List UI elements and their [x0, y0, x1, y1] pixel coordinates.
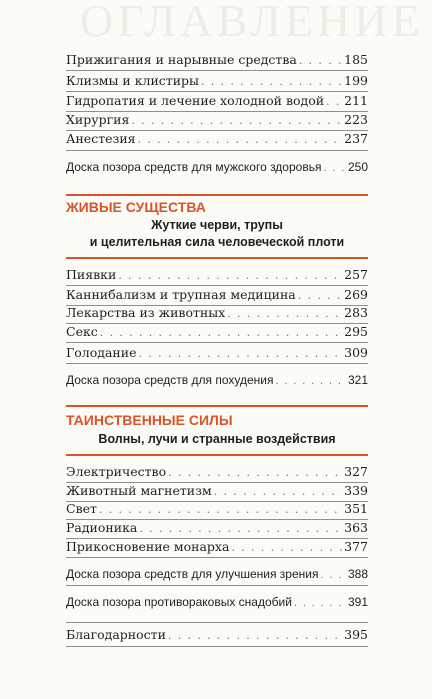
toc-entry[interactable]	[66, 130, 368, 148]
row-separator	[66, 585, 368, 586]
leader-dots	[100, 324, 342, 342]
toc-entry[interactable]	[66, 92, 368, 110]
leader-dots	[323, 159, 346, 177]
entry-title: Доска позора средств для похудения	[66, 373, 274, 387]
leader-dots	[118, 267, 342, 285]
toc-entry[interactable]	[66, 323, 368, 341]
section-title: ЖИВЫЕ СУЩЕСТВА	[66, 199, 206, 215]
entry-title: Доска позора противораковых снадобий	[66, 595, 292, 609]
leader-dots	[168, 627, 342, 645]
leader-dots	[214, 483, 342, 501]
toc-entry-shame[interactable]	[66, 158, 368, 176]
section-subtitle: Жуткие черви, трупы	[151, 218, 283, 232]
leader-dots	[227, 305, 342, 323]
entry-page: 395	[344, 627, 368, 642]
row-separator	[66, 646, 368, 647]
section-rule	[66, 194, 368, 196]
toc-entry-shame[interactable]	[66, 565, 368, 583]
entry-title: Животный магнетизм	[66, 483, 212, 498]
leader-dots	[231, 539, 342, 557]
entry-title: Клизмы и клистиры	[66, 73, 199, 88]
entry-page: 363	[344, 520, 368, 535]
entry-title: Благодарности	[66, 627, 166, 642]
entry-title: Гидропатия и лечение холодной водой	[66, 93, 325, 108]
row-separator	[66, 70, 368, 71]
toc-entry[interactable]	[66, 500, 368, 518]
entry-title: Пиявки	[66, 267, 117, 282]
entry-page: 257	[344, 267, 368, 282]
entry-title: Секс	[66, 324, 98, 339]
entry-title: Анестезия	[66, 131, 136, 146]
toc-entry[interactable]	[66, 482, 368, 500]
entry-title: Хирургия	[66, 112, 130, 127]
entry-title: Прижигания и нарывные средства	[66, 52, 297, 67]
toc-entry[interactable]	[66, 344, 368, 362]
leader-dots	[168, 464, 342, 482]
row-separator	[66, 363, 368, 364]
entry-page: 295	[344, 324, 368, 339]
entry-page: 309	[344, 345, 368, 360]
leader-dots	[138, 345, 342, 363]
section-rule	[66, 405, 368, 407]
entry-title: Каннибализм и трупная медицина	[66, 287, 296, 302]
entry-page: 269	[344, 287, 368, 302]
entry-page: 339	[344, 483, 368, 498]
toc-entry-shame[interactable]	[66, 593, 368, 611]
leader-dots	[99, 501, 342, 519]
row-separator	[66, 622, 368, 623]
toc-entry[interactable]	[66, 538, 368, 556]
section-rule	[66, 454, 368, 456]
leader-dots	[276, 372, 346, 390]
toc-entry[interactable]	[66, 304, 368, 322]
section-subtitle: и целительная сила человеческой плоти	[89, 235, 345, 249]
entry-page: 199	[344, 73, 368, 88]
row-separator	[66, 342, 368, 343]
entry-page: 185	[344, 52, 368, 67]
page-header-title: ОГЛАВЛЕНИЕ	[80, 0, 424, 46]
row-separator	[66, 150, 368, 151]
toc-entry[interactable]	[66, 626, 368, 644]
section-title: ТАИНСТВЕННЫЕ СИЛЫ	[66, 412, 233, 428]
entry-title: Лекарства из животных	[66, 305, 226, 320]
leader-dots	[294, 594, 346, 612]
entry-page: 327	[344, 464, 368, 479]
entry-page: 237	[344, 131, 368, 146]
leader-dots	[298, 287, 342, 305]
entry-page: 377	[344, 539, 368, 554]
entry-page: 250	[347, 160, 368, 174]
entry-title: Доска позора средств для мужского здоровья	[66, 160, 322, 174]
entry-page: 223	[344, 112, 368, 127]
section-rule	[66, 257, 368, 259]
entry-page: 391	[347, 595, 368, 609]
entry-title: Голодание	[66, 345, 137, 360]
leader-dots	[320, 566, 345, 584]
entry-page: 388	[347, 567, 368, 581]
leader-dots	[201, 73, 342, 91]
toc-entry[interactable]	[66, 72, 368, 90]
toc-entry[interactable]	[66, 111, 368, 129]
leader-dots	[299, 52, 342, 70]
entry-title: Доска позора средств для улучшения зрения	[66, 567, 319, 581]
section-subtitle: Волны, лучи и странные воздействия	[98, 432, 336, 446]
toc-entry[interactable]	[66, 51, 368, 69]
leader-dots	[326, 93, 342, 111]
entry-page: 283	[344, 305, 368, 320]
row-separator	[66, 557, 368, 558]
entry-title: Свет	[66, 501, 97, 516]
toc-entry[interactable]	[66, 266, 368, 284]
toc-entry[interactable]	[66, 463, 368, 481]
entry-title: Прикосновение монарха	[66, 539, 230, 554]
entry-page: 321	[347, 373, 368, 387]
entry-title: Радионика	[66, 520, 138, 535]
entry-title: Электричество	[66, 464, 167, 479]
leader-dots	[139, 520, 342, 538]
entry-page: 351	[344, 501, 368, 516]
toc-entry[interactable]	[66, 519, 368, 537]
entry-page: 211	[344, 93, 368, 108]
toc-entry-shame[interactable]	[66, 371, 368, 389]
leader-dots	[131, 112, 342, 130]
toc-entry[interactable]	[66, 286, 368, 304]
leader-dots	[138, 131, 343, 149]
